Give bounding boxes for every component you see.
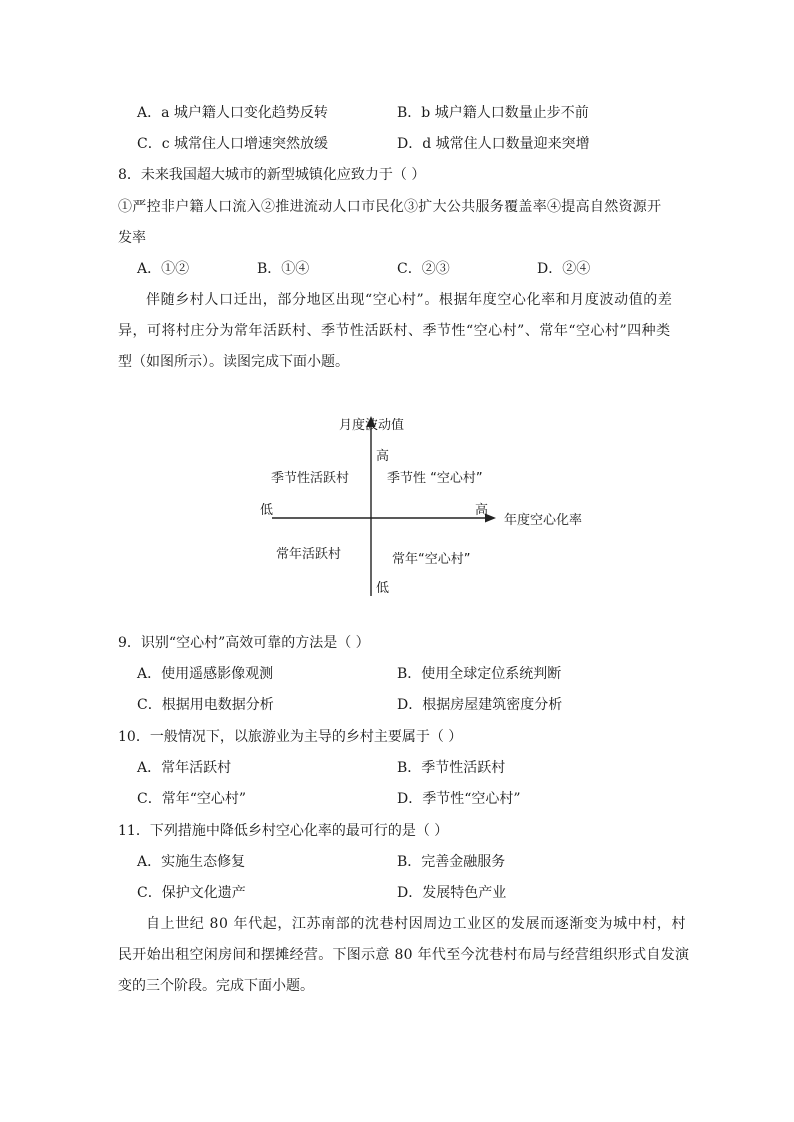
q7-option-c: C．c 城常住人口增速突然放缓 [137,136,329,152]
q8-option-d: D．②④ [537,261,591,277]
quadrant-top-left: 季节性活跃村 [271,471,350,486]
q10-option-b: B．季节性活跃村 [397,760,506,776]
x-low-label: 低 [260,503,274,518]
q11-option-c: C．保护文化遗产 [137,885,246,901]
x-high-label: 高 [475,503,489,518]
q11-stem: 11．下列措施中降低乡村空心化率的最可行的是（ ） [118,823,449,839]
diagram-axes [250,410,620,600]
passage2-line1: 自上世纪 80 年代起，江苏南部的沈巷村因周边工业区的发展而逐渐变为城中村，村 [146,916,687,932]
q8-option-a: A．①② [137,261,190,277]
quadrant-top-right: 季节性 “空心村” [387,471,483,486]
q11-option-d: D．发展特色产业 [397,885,507,901]
village-type-diagram [250,410,620,600]
q7-option-b: B．b 城户籍人口数量止步不前 [397,105,589,121]
q9-option-c: C．根据用电数据分析 [137,697,274,713]
passage2-line2: 民开始出租空闲房间和摆摊经营。下图示意 80 年代至今沈巷村布局与经营组织形式自发演 [118,947,690,963]
q10-stem: 10．一般情况下，以旅游业为主导的乡村主要属于（ ） [118,729,463,745]
q10-option-c: C．常年“空心村” [137,791,247,807]
q8-option-b: B．①④ [257,261,310,277]
quadrant-bottom-left: 常年活跃村 [276,547,342,562]
q9-stem: 9．识别“空心村”高效可靠的方法是（ ） [118,635,370,651]
q7-option-a: A．a 城户籍人口变化趋势反转 [137,105,328,121]
passage2-line3: 变的三个阶段。完成下面小题。 [118,978,314,994]
q9-option-b: B．使用全球定位系统判断 [397,666,562,682]
q11-option-b: B．完善金融服务 [397,854,506,870]
q8-items-line2: 发率 [118,230,146,246]
q11-option-a: A．实施生态修复 [137,854,246,870]
quadrant-bottom-right: 常年“空心村” [392,552,471,567]
y-axis-title: 月度波动值 [339,418,405,433]
q8-stem: 8．未来我国超大城市的新型城镇化应致力于（ ） [118,167,426,183]
q8-option-c: C．②③ [397,261,450,277]
q10-option-a: A．常年活跃村 [137,760,232,776]
y-low-label: 低 [376,581,390,596]
passage1-line3: 型（如图所示）。读图完成下面小题。 [118,354,349,370]
q8-items-line1: ①严控非户籍人口流入②推进流动人口市民化③扩大公共服务覆盖率④提高自然资源开 [118,199,662,215]
q10-option-d: D．季节性“空心村” [397,791,521,807]
passage1-line2: 异，可将村庄分为常年活跃村、季节性活跃村、季节性“空心村”、常年“空心村”四种类 [118,323,671,339]
q9-option-a: A．使用遥感影像观测 [137,666,274,682]
y-high-label: 高 [376,449,390,464]
q9-option-d: D．根据房屋建筑密度分析 [397,697,563,713]
x-axis-title: 年度空心化率 [504,513,583,528]
passage1-line1: 伴随乡村人口迁出，部分地区出现“空心村”。根据年度空心化率和月度波动值的差 [146,292,673,308]
q7-option-d: D．d 城常住人口数量迎来突增 [397,136,590,152]
